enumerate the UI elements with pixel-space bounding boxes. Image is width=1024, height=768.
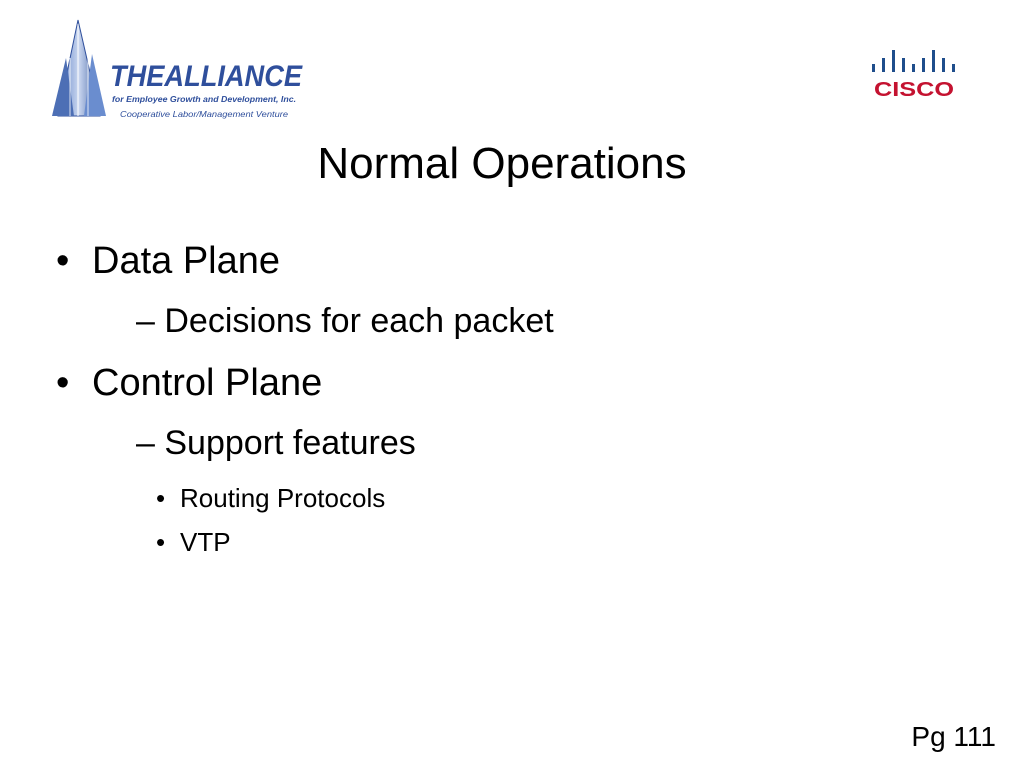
bullet-icon: • — [156, 527, 166, 557]
building-icon — [52, 20, 106, 116]
third-level-label: Routing Protocols — [180, 483, 386, 513]
bullet-icon: • — [56, 240, 70, 282]
bullet-label: Data Plane — [92, 240, 281, 282]
dash-icon: – — [136, 302, 155, 340]
alliance-subtitle: Cooperative Labor/Management Venture — [120, 109, 289, 119]
bullet-item — [56, 232, 956, 290]
cisco-wordmark: CISCO — [874, 79, 954, 100]
bullet-label: Control Plane — [92, 362, 323, 404]
sub-bullet-label: Support features — [164, 424, 416, 462]
dash-icon: – — [136, 424, 155, 462]
sub-bullet-item — [56, 414, 956, 472]
alliance-tagline: for Employee Growth and Development, Inc. — [112, 94, 296, 104]
sub-bullet-label: Decisions for each packet — [164, 302, 554, 340]
bullet-icon: • — [156, 483, 166, 513]
cisco-bars-icon — [872, 50, 955, 72]
slide-content — [56, 228, 956, 560]
cisco-logo — [866, 44, 962, 100]
bullet-item — [56, 354, 956, 412]
third-level-label: VTP — [180, 527, 231, 557]
alliance-logo — [48, 18, 310, 126]
third-level-item — [56, 480, 956, 516]
page-number: Pg 111 — [911, 721, 996, 752]
third-level-item — [56, 524, 956, 560]
sub-bullet-item — [56, 292, 956, 350]
slide-title: Normal Operations — [317, 139, 687, 188]
bullet-icon: • — [56, 362, 70, 404]
alliance-brand: THEALLIANCE — [110, 60, 303, 93]
